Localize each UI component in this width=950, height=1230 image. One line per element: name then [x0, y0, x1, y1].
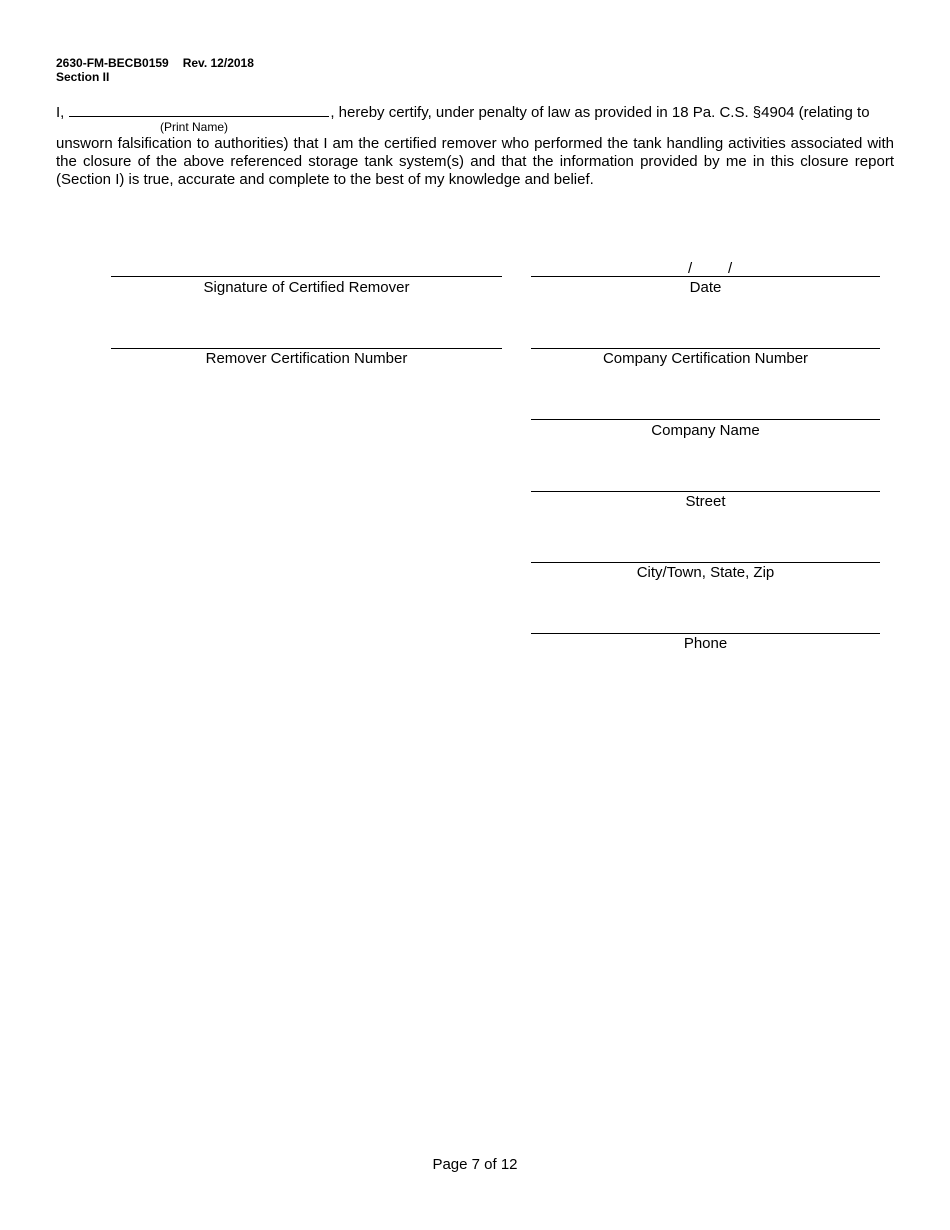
section-label: Section II [56, 70, 110, 84]
remover-cert-field[interactable] [111, 348, 502, 349]
remover-cert-label: Remover Certification Number [205, 350, 408, 367]
form-number: 2630-FM-BECB0159 [56, 56, 169, 70]
company-cert-field[interactable] [531, 348, 880, 349]
certification-text: unsworn falsification to authorities) that I am the certified remover who performed the tank handling activities associated with the closure of the above referenced storage tank system(s) and that the information provided by me in this closure report (Section I) is true, accurate and complete to the best of my knowledge and belief. [56, 135, 894, 188]
company-name-label: Company Name [651, 422, 760, 439]
form-revision: Rev. 12/2018 [182, 56, 254, 70]
print-name-field[interactable] [69, 102, 329, 117]
signature-field[interactable] [111, 276, 502, 277]
page-number: Page 7 of 12 [432, 1156, 518, 1173]
signature-label: Signature of Certified Remover [203, 279, 410, 296]
street-label: Street [685, 493, 726, 510]
date-label: Date [689, 279, 722, 296]
phone-label: Phone [683, 635, 728, 652]
certification-text-first: , hereby certify, under penalty of law as provided in 18 Pa. C.S. §4904 (relating to [330, 104, 870, 121]
certification-prefix: I, [56, 104, 65, 121]
print-name-label: (Print Name) [160, 120, 229, 134]
date-field[interactable] [531, 276, 880, 277]
date-separator: / [688, 260, 693, 277]
company-cert-label: Company Certification Number [602, 350, 809, 367]
street-field[interactable] [531, 491, 880, 492]
certification-first-line [56, 102, 894, 122]
phone-field[interactable] [531, 633, 880, 634]
form-header [56, 56, 254, 70]
city-state-zip-field[interactable] [531, 562, 880, 563]
date-separator: / [728, 260, 733, 277]
company-name-field[interactable] [531, 419, 880, 420]
city-state-zip-label: City/Town, State, Zip [636, 564, 775, 581]
